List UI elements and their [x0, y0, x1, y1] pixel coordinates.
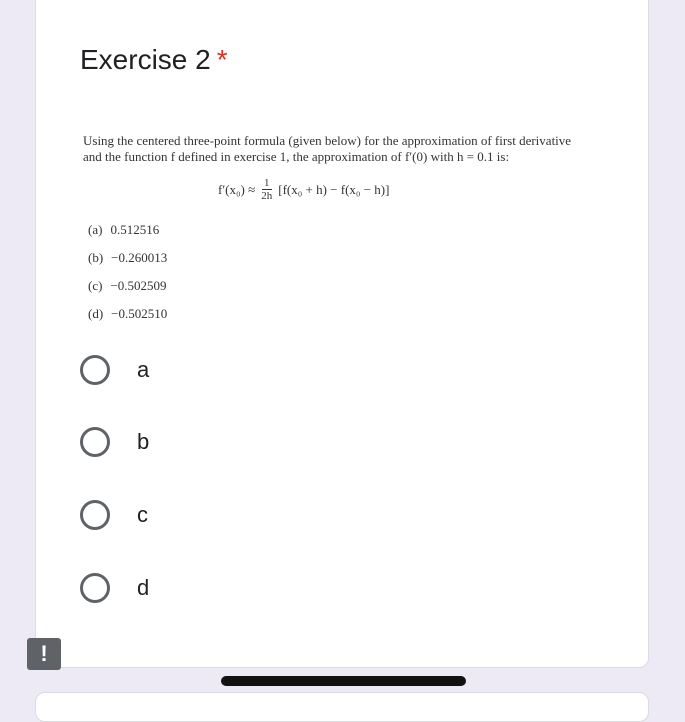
question-title-text: Exercise 2 — [80, 44, 211, 75]
question-option: (d) −0.502510 — [88, 306, 168, 321]
question-option: (a) 0.512516 — [88, 222, 160, 237]
choice-label-a: a — [137, 357, 150, 382]
choice-d[interactable] — [80, 568, 380, 608]
radio-button-a[interactable] — [80, 355, 110, 385]
formula-numerator: 1 — [264, 177, 270, 189]
question-options — [88, 222, 167, 334]
feedback-icon[interactable]: ! — [27, 638, 61, 670]
question-title — [80, 44, 228, 76]
radio-button-c[interactable] — [80, 500, 110, 530]
choice-label-c: c — [137, 502, 148, 527]
question-option: (b) −0.260013 — [88, 250, 168, 265]
choice-label-d: d — [137, 575, 150, 600]
choice-b[interactable] — [80, 422, 380, 462]
formula-right: [f(x₀ + h) − f(x₀ − h)] — [278, 181, 390, 197]
question-image — [83, 133, 583, 165]
question-option: (c) −0.502509 — [88, 278, 167, 293]
question-text: Using the centered three-point formula (given below) for the approximation of first derivative and the function f defined in exercise 1, the approximation of f′(0) with h = 0.1 is: — [83, 133, 572, 164]
choice-a[interactable] — [80, 350, 380, 390]
radio-button-b[interactable] — [80, 427, 110, 457]
radio-button-d[interactable] — [80, 573, 110, 603]
formula-fraction — [261, 177, 272, 202]
formula-denominator: 2h — [261, 190, 273, 202]
formula — [218, 177, 389, 202]
required-marker: * — [216, 44, 228, 75]
choice-label-b: b — [137, 429, 150, 454]
next-card-edge — [35, 692, 649, 722]
home-indicator[interactable] — [221, 676, 466, 686]
choice-c[interactable] — [80, 495, 380, 535]
formula-left: f′(x₀) ≈ — [218, 181, 256, 197]
